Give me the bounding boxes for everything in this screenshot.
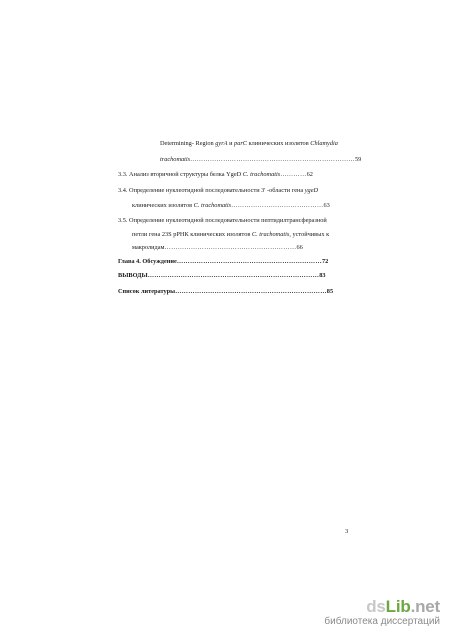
- section-number: 3.5.: [118, 217, 128, 224]
- leader-dots: …………………………………………………………: [176, 258, 322, 265]
- toc-line-6: [118, 217, 327, 225]
- species-name: C. trachomatis: [251, 231, 290, 238]
- toc-line-11: [118, 288, 333, 296]
- toc-text: Определение нуклеотидной последовательности пептидилтрансферазной: [127, 217, 327, 224]
- toc-line-7: [132, 231, 329, 239]
- species-name: Chlamydia: [310, 140, 338, 147]
- section-number: 3.4.: [118, 187, 128, 194]
- toc-text: , устойчивых к: [289, 231, 330, 238]
- toc-page-number: 66: [296, 244, 303, 251]
- toc-page-number: 59: [355, 156, 362, 163]
- toc-line-1: [160, 140, 338, 148]
- gene-name: ygeD: [304, 187, 319, 194]
- gene-name: parC: [234, 140, 247, 147]
- toc-text: клинических изолятов: [132, 202, 194, 209]
- toc-line-5: [132, 202, 330, 210]
- chapter-title: Глава 4. Обсуждение: [118, 258, 177, 265]
- toc-text: клинических изолятов: [247, 140, 311, 147]
- dslib-watermark[interactable]: [324, 598, 440, 628]
- toc-page-number: 85: [326, 288, 334, 295]
- toc-line-2: [160, 156, 361, 164]
- logo-lib: Lib: [385, 597, 411, 616]
- leader-dots: ……………………………………………………………………: [147, 272, 320, 279]
- logo-subtitle: библиотека диссертаций: [324, 616, 440, 627]
- toc-line-10: [118, 272, 326, 280]
- leader-dots: …………: [280, 171, 307, 178]
- toc-text: Определение нуклеотидной последовательности 3' -области гена: [127, 187, 305, 194]
- logo-ds: ds: [366, 597, 386, 616]
- species-name: trachomatis: [160, 156, 191, 163]
- dslib-logo: [324, 598, 440, 615]
- leader-dots: ……………………………………………………………: [175, 288, 327, 295]
- species-name: C. trachomatis: [193, 202, 232, 209]
- toc-line-4: [118, 187, 318, 195]
- toc-line-9: [118, 258, 328, 266]
- gene-name: gyrA: [215, 140, 228, 147]
- toc-text: петли гена 23S рРНК клинических изолятов: [132, 231, 252, 238]
- leader-dots: ……………………………………………………: [164, 244, 297, 251]
- toc-page-number: 83: [319, 272, 326, 279]
- chapter-title: Список литературы: [118, 288, 176, 295]
- toc-text: Determining- Region: [160, 140, 216, 147]
- leader-dots: ……………………………………: [231, 202, 324, 209]
- toc-text: макролидам: [132, 244, 165, 251]
- toc-page-number: 63: [323, 202, 330, 209]
- toc-line-8: [132, 244, 303, 252]
- toc-text: и: [227, 140, 235, 147]
- toc-page-number: 72: [321, 258, 329, 265]
- toc-line-3: [118, 171, 313, 179]
- logo-net: .net: [410, 597, 440, 616]
- chapter-title: ВЫВОДЫ: [118, 272, 148, 279]
- species-name: C. trachomatis: [242, 171, 281, 178]
- leader-dots: …………………………………………………………………: [190, 156, 356, 163]
- toc-page-number: 62: [306, 171, 313, 178]
- toc-text: Анализ вторичной структуры белка YgeD: [127, 171, 243, 178]
- section-number: 3.3.: [118, 171, 128, 178]
- page-number: 3: [345, 528, 349, 535]
